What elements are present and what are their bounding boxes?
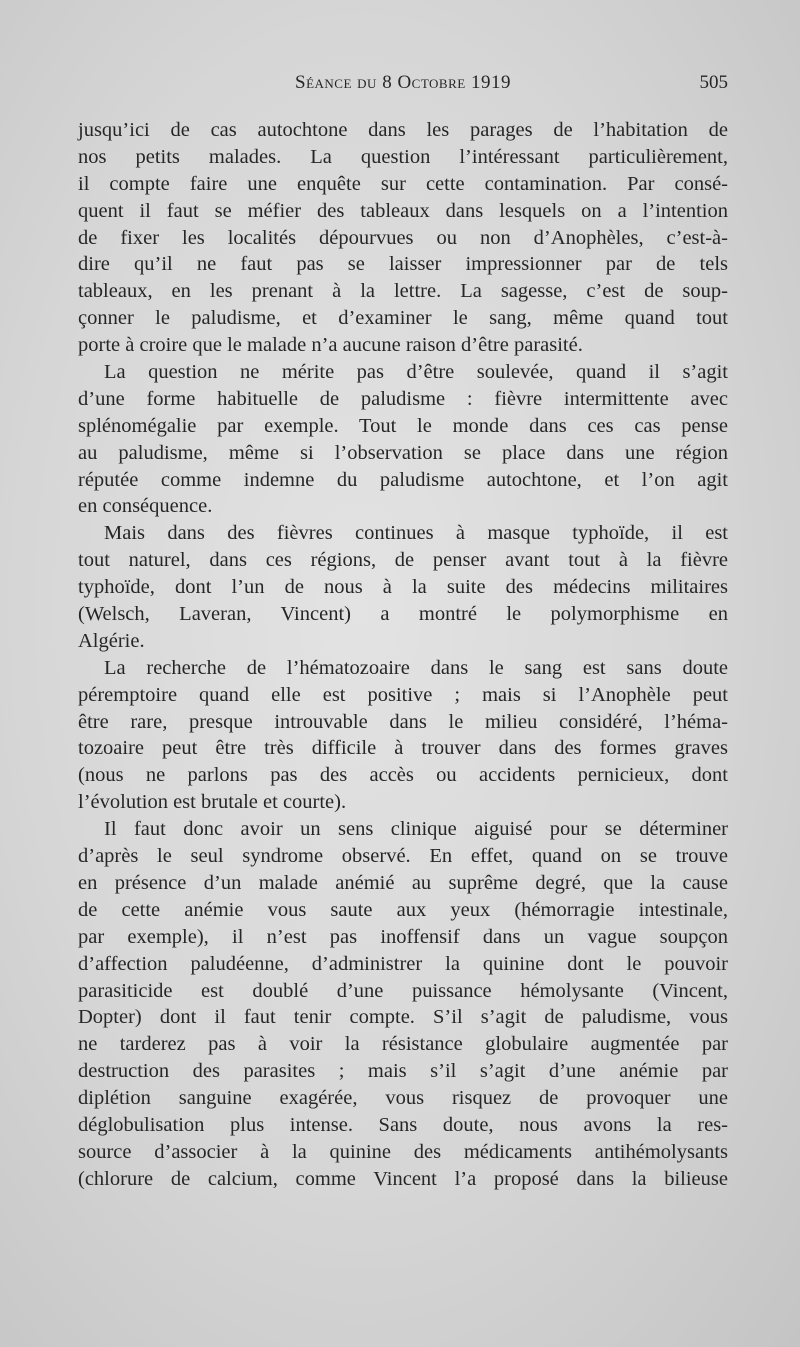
text-line: source d’associer à la quinine des médicaments antihémolysants [78, 1140, 728, 1163]
text-line: au paludisme, même si l’observation se place dans une région [78, 441, 728, 464]
text-line: (Welsch, Laveran, Vincent) a montré le polymorphisme en [78, 603, 728, 626]
running-header [78, 72, 728, 102]
text-line: nos petits malades. La question l’intéressant particulièrement, [78, 145, 728, 168]
running-title: Séance du 8 Octobre 1919 [295, 72, 511, 93]
text-line: La question ne mérite pas d’être soulevée, quand il s’agit [104, 361, 728, 384]
text-line: l’évolution est brutale et courte). [78, 791, 347, 814]
text-line: çonner le paludisme, et d’examiner le sang, même quand tout [78, 307, 728, 330]
text-line: diplétion sanguine exagérée, vous risquez de provoquer une [78, 1087, 728, 1110]
body-text [78, 117, 728, 1193]
text-line: tout naturel, dans ces régions, de penser avant tout à la fièvre [78, 549, 728, 572]
text-line: en conséquence. [78, 495, 213, 518]
text-line: tableaux, en les prenant à la lettre. La sagesse, c’est de soup- [78, 280, 728, 303]
text-line: Dopter) dont il faut tenir compte. S’il s’agit de paludisme, vous [78, 1006, 728, 1029]
text-line: La recherche de l’hématozoaire dans le sang est sans doute [104, 656, 728, 679]
text-line: ne tarderez pas à voir la résistance globulaire augmentée par [78, 1033, 728, 1056]
text-line: Algérie. [78, 629, 145, 652]
text-line: tozoaire peut être très difficile à trouver dans des formes graves [78, 737, 728, 760]
text-line: porte à croire que le malade n’a aucune raison d’être parasité. [78, 334, 583, 357]
text-line: de fixer les localités dépourvues ou non d’Anophèles, c’est-à- [78, 226, 728, 249]
text-line: péremptoire quand elle est positive ; mais si l’Anophèle peut [78, 683, 728, 706]
text-line: par exemple), il n’est pas inoffensif dans un vague soupçon [78, 925, 728, 948]
text-line: typhoïde, dont l’un de nous à la suite des médecins militaires [78, 576, 728, 599]
text-line: d’après le seul syndrome observé. En effet, quand on se trouve [78, 845, 728, 868]
text-line: Il faut donc avoir un sens clinique aiguisé pour se déterminer [104, 818, 728, 841]
text-line: en présence d’un malade anémié au suprême degré, que la cause [78, 871, 728, 894]
text-line: être rare, presque introuvable dans le milieu considéré, l’héma- [78, 710, 728, 733]
text-line: d’affection paludéenne, d’administrer la quinine dont le pouvoir [78, 952, 728, 975]
text-line: (nous ne parlons pas des accès ou accidents pernicieux, dont [78, 764, 728, 787]
text-line: réputée comme indemne du paludisme autochtone, et l’on agit [78, 468, 728, 491]
text-line: quent il faut se méfier des tableaux dans lesquels on a l’intention [78, 199, 728, 222]
text-line: dire qu’il ne faut pas se laisser impressionner par de tels [78, 253, 728, 276]
text-line: splénomégalie par exemple. Tout le monde dans ces cas pense [78, 414, 728, 437]
text-line: il compte faire une enquête sur cette contamination. Par consé- [78, 172, 728, 195]
page-number: 505 [699, 72, 728, 93]
text-line: parasiticide est doublé d’une puissance hémolysante (Vincent, [78, 979, 728, 1002]
text-line: (chlorure de calcium, comme Vincent l’a proposé dans la bilieuse [78, 1167, 728, 1190]
text-line: de cette anémie vous saute aux yeux (hémorragie intestinale, [78, 898, 728, 921]
text-line: jusqu’ici de cas autochtone dans les parages de l’habitation de [78, 119, 728, 141]
text-line: destruction des parasites ; mais s’il s’agit d’une anémie par [78, 1060, 728, 1083]
text-line: déglobulisation plus intense. Sans doute, nous avons la res- [78, 1113, 728, 1136]
text-line: Mais dans des fièvres continues à masque typhoïde, il est [104, 522, 728, 545]
text-line: d’une forme habituelle de paludisme : fièvre intermittente avec [78, 387, 728, 410]
